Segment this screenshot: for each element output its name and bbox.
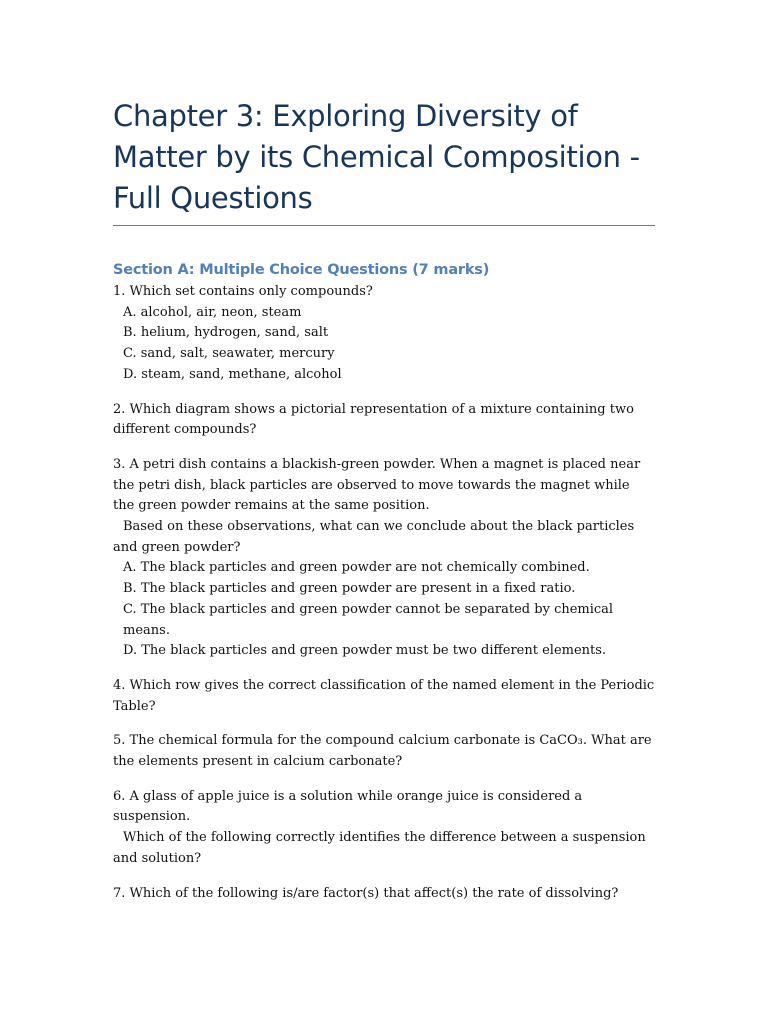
question-3 [113,455,655,662]
question-1-option-c: C. sand, salt, seawater, mercury [123,346,335,362]
question-3-followup: Based on these observations, what can we conclude about the black particles and green powder? [113,519,635,555]
question-1-option-a: A. alcohol, air, neon, steam [123,304,302,320]
question-3-option-b: B. The black particles and green powder are present in a fixed ratio. [123,581,576,597]
question-3-stem: 3. A petri dish contains a blackish-green powder. When a magnet is placed near the petri dish, black particles are observed to move towards the magnet while the green powder remains at the same position. [113,456,641,514]
question-3-option-d: D. The black particles and green powder must be two different elements. [123,643,607,659]
document-page [113,96,655,918]
question-1-stem: 1. Which set contains only compounds? [113,284,373,299]
question-6-followup: Which of the following correctly identifies the difference between a suspension and solution? [113,830,646,866]
question-1-option-d: D. steam, sand, methane, alcohol [123,366,342,382]
question-2 [113,400,655,441]
question-2-stem: 2. Which diagram shows a pictorial representation of a mixture containing two different compounds? [113,401,634,438]
question-5 [113,731,655,772]
question-5-stem: 5. The chemical formula for the compound calcium carbonate is CaCO₃. What are the elements present in calcium carbonate? [113,733,652,770]
question-3-option-c: C. The black particles and green powder cannot be separated by chemical means. [123,601,614,638]
question-1 [113,282,655,386]
question-7 [113,884,655,905]
section-a-heading: Section A: Multiple Choice Questions (7 marks) [113,262,490,278]
page-title: Chapter 3: Exploring Diversity of Matter by its Chemical Composition - Full Questions [113,99,640,215]
question-4 [113,676,655,717]
question-6 [113,787,655,870]
question-4-stem: 4. Which row gives the correct classification of the named element in the Periodic Table? [113,677,655,714]
question-1-option-b: B. helium, hydrogen, sand, salt [123,325,329,341]
question-3-option-a: A. The black particles and green powder are not chemically combined. [123,560,590,576]
question-6-stem: 6. A glass of apple juice is a solution while orange juice is considered a suspension. [113,788,583,825]
title-divider [113,225,655,226]
question-7-stem: 7. Which of the following is/are factor(s) that affect(s) the rate of dissolving? [113,885,619,901]
